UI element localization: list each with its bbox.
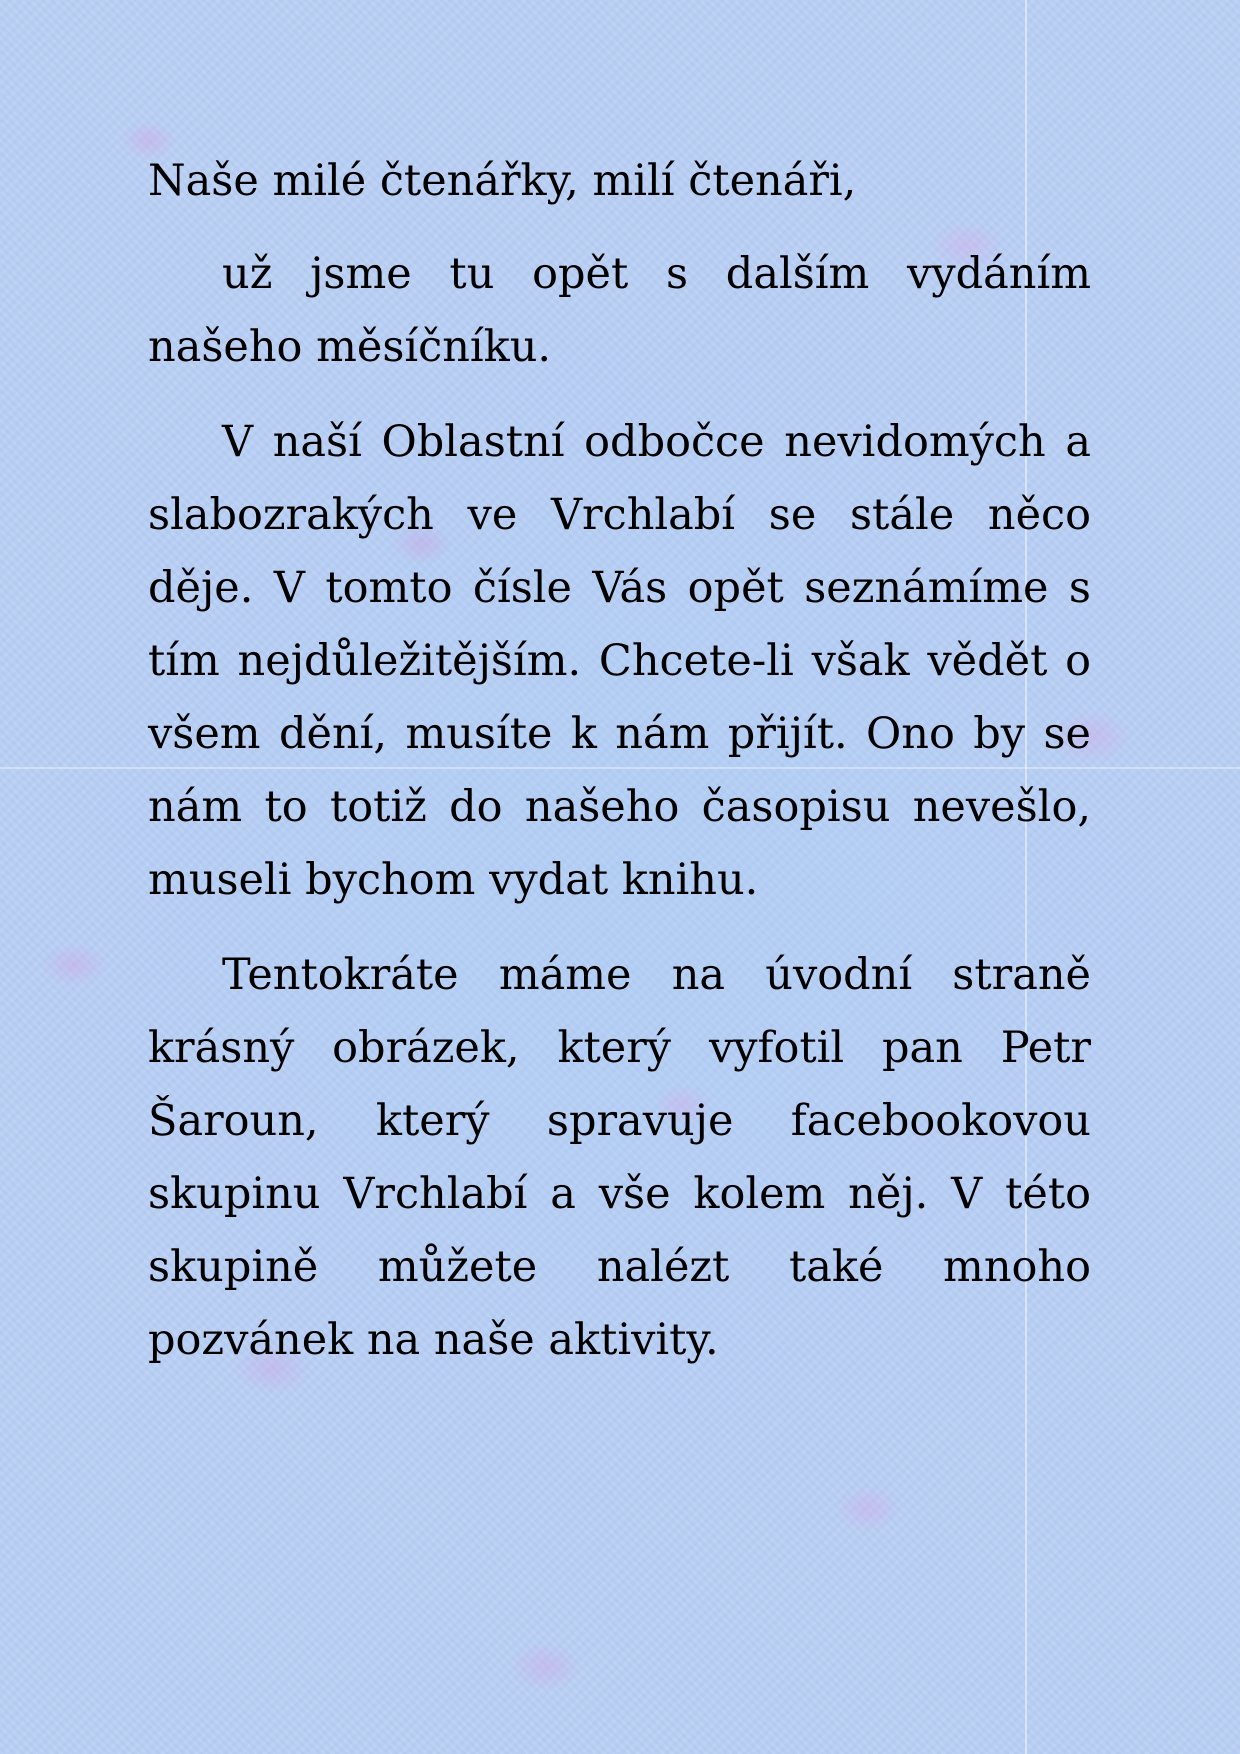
paragraph-branch-news: V naší Oblastní odbočce nevidomých a slabozrakých ve Vrchlabí se stále něco děje. V tomto čísle Vás opět seznámíme s tím nejdůležitějším. Chcete-li však vědět o všem dění, musíte k nám přijít. Ono by se nám to totiž do našeho časopisu nevešlo, museli bychom vydat knihu. [148,417,1091,905]
document-body [148,145,1091,1399]
greeting-line: Naše milé čtenářky, milí čtenáři, [148,156,857,206]
paragraph-cover-photo: Tentokráte máme na úvodní straně krásný obrázek, který vyfotil pan Petr Šaroun, který spravuje facebookovou skupinu Vrchlabí a vše kolem něj. V této skupině můžete nalézt také mnoho pozvánek na naše aktivity. [148,950,1091,1365]
paragraph-intro: už jsme tu opět s dalším vydáním našeho měsíčníku. [148,249,1091,372]
